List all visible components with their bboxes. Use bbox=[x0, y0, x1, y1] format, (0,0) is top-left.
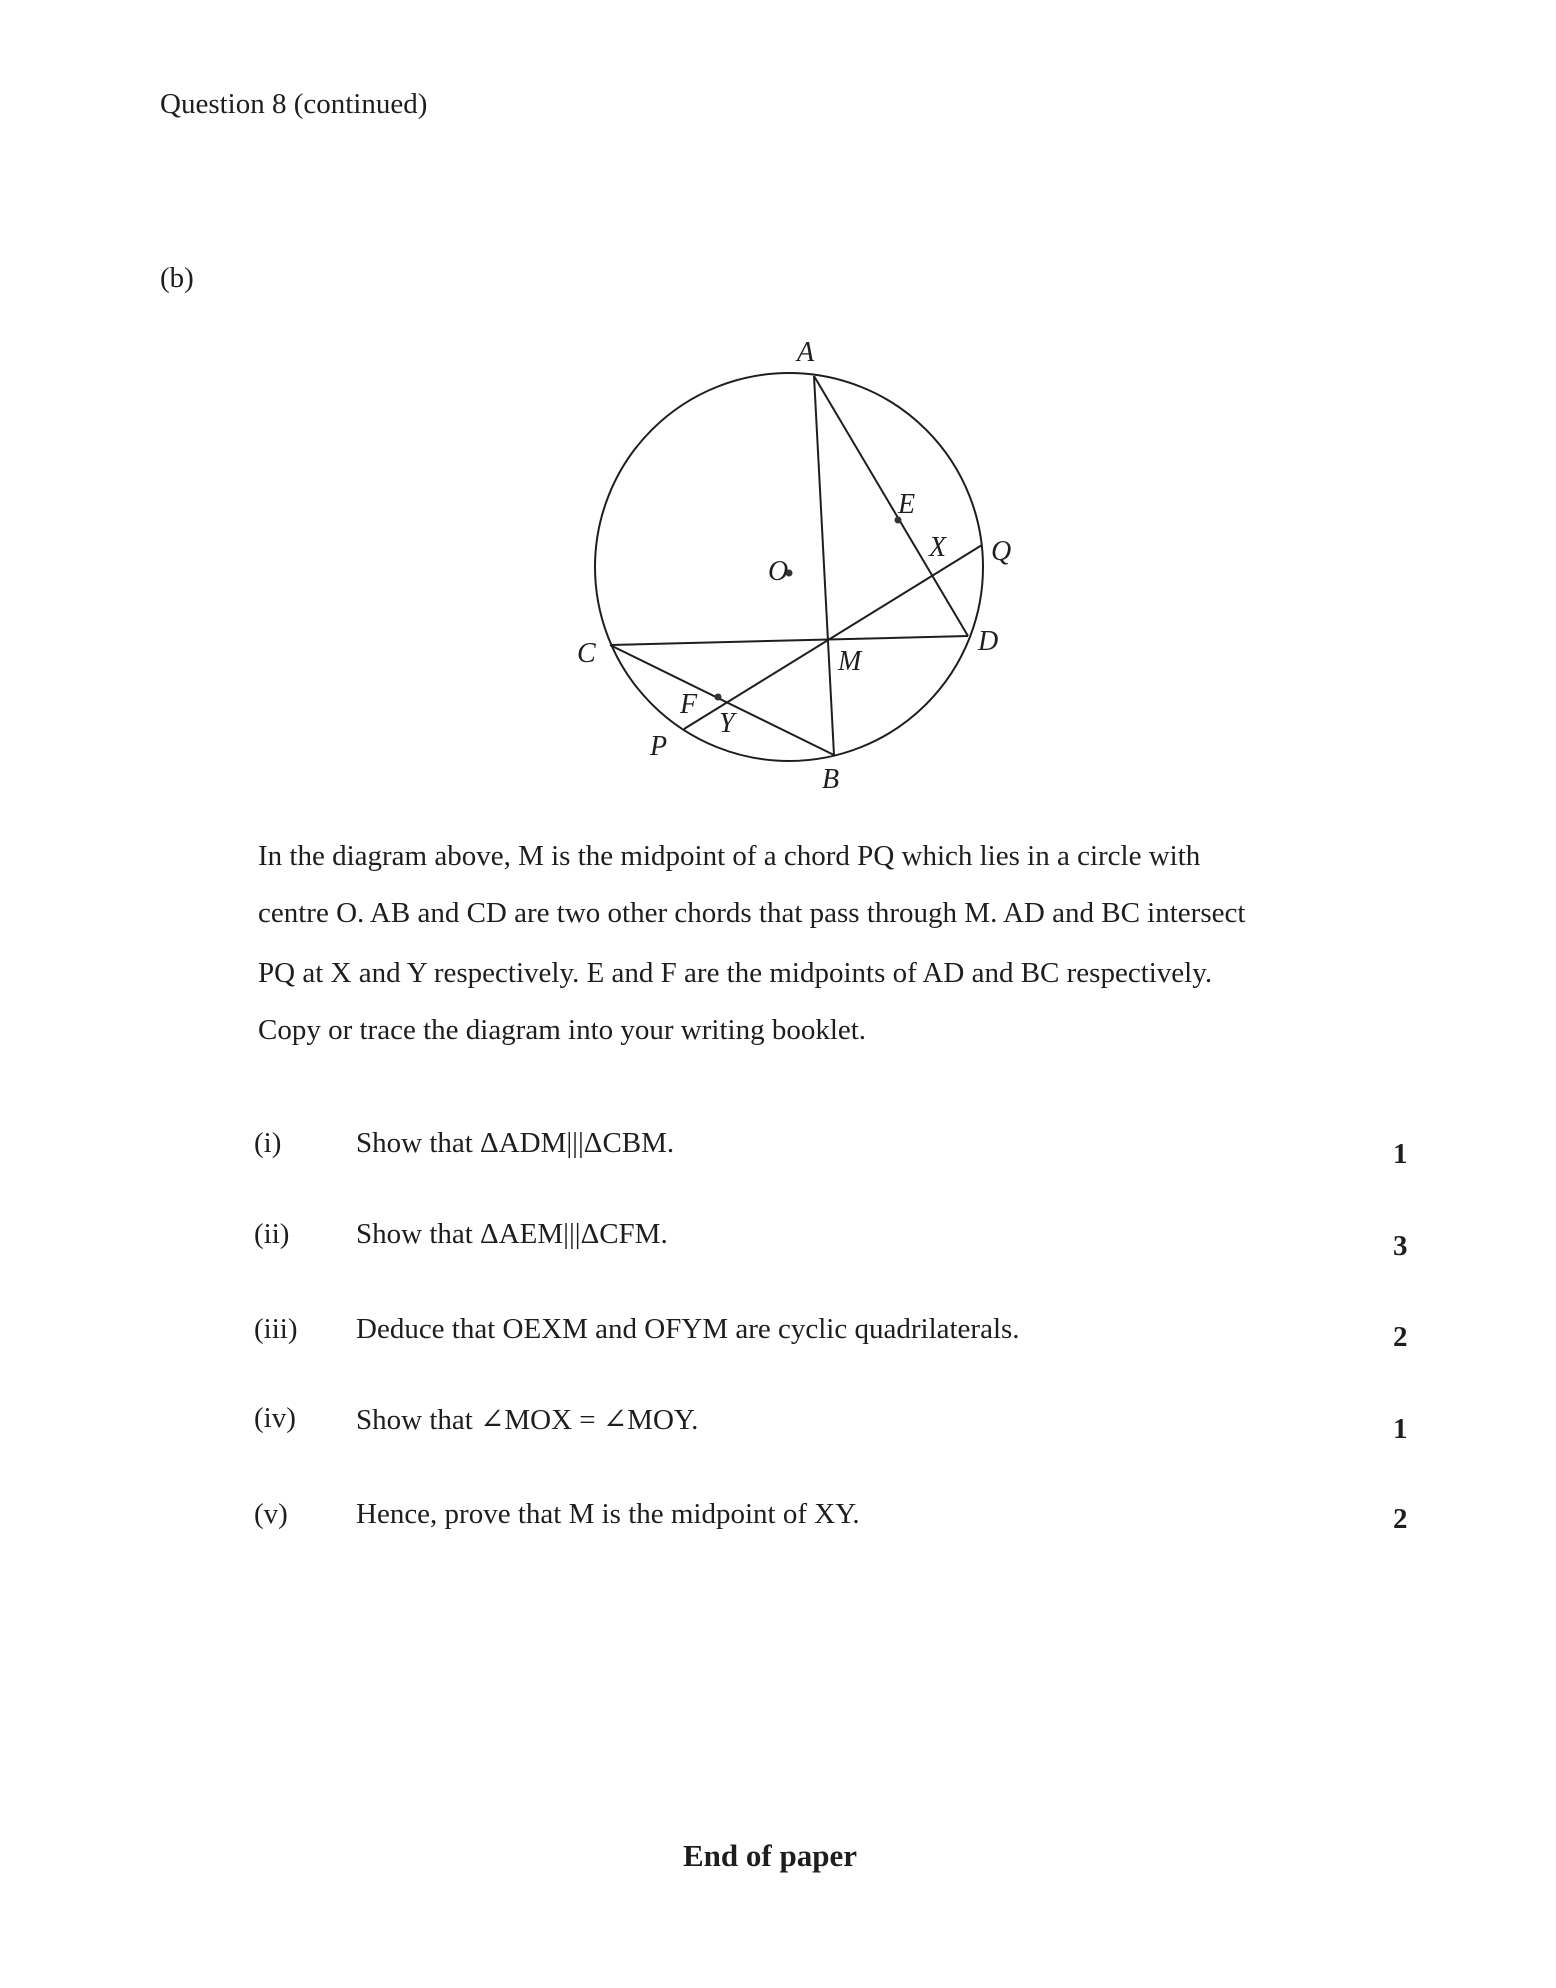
label-d: D bbox=[978, 626, 999, 657]
chord-ab bbox=[814, 376, 834, 755]
circle-diagram bbox=[0, 0, 1556, 820]
intro-line-3: PQ at X and Y respectively. E and F are the midpoints of AD and BC respectively. bbox=[258, 957, 1213, 989]
question-number: (v) bbox=[254, 1498, 288, 1530]
label-q: Q bbox=[991, 536, 1012, 567]
circle bbox=[595, 373, 983, 761]
point-f bbox=[715, 694, 722, 701]
label-o: O bbox=[768, 556, 789, 587]
question-marks: 2 bbox=[1393, 1503, 1408, 1535]
label-a: A bbox=[797, 337, 815, 368]
question-text: Hence, prove that M is the midpoint of XY. bbox=[356, 1498, 860, 1530]
question-marks: 2 bbox=[1393, 1321, 1408, 1353]
intro-line-2: centre O. AB and CD are two other chords that pass through M. AD and BC intersect bbox=[258, 897, 1246, 929]
question-header: Question 8 (continued) bbox=[160, 88, 428, 120]
question-text: Show that ∠MOX = ∠MOY. bbox=[356, 1404, 699, 1436]
question-marks: 1 bbox=[1393, 1413, 1408, 1445]
end-of-paper: End of paper bbox=[683, 1838, 857, 1873]
question-text: Deduce that OEXM and OFYM are cyclic quadrilaterals. bbox=[356, 1313, 1020, 1345]
part-label: (b) bbox=[160, 262, 194, 294]
question-number: (ii) bbox=[254, 1218, 290, 1250]
question-marks: 1 bbox=[1393, 1138, 1408, 1170]
label-y: Y bbox=[719, 708, 735, 739]
question-text: Show that ΔAEM|||ΔCFM. bbox=[356, 1218, 668, 1250]
label-p: P bbox=[650, 731, 668, 762]
label-e: E bbox=[898, 489, 916, 520]
intro-line-4: Copy or trace the diagram into your writing booklet. bbox=[258, 1014, 867, 1046]
question-number: (iii) bbox=[254, 1313, 298, 1345]
label-x: X bbox=[929, 532, 947, 563]
question-marks: 3 bbox=[1393, 1230, 1408, 1262]
label-m: M bbox=[838, 646, 862, 677]
question-text: Show that ΔADM|||ΔCBM. bbox=[356, 1127, 675, 1159]
label-c: C bbox=[577, 638, 596, 669]
label-f: F bbox=[680, 689, 698, 720]
question-number: (iv) bbox=[254, 1402, 296, 1434]
intro-line-1: In the diagram above, M is the midpoint of a chord PQ which lies in a circle with bbox=[258, 840, 1201, 872]
label-b: B bbox=[822, 764, 840, 795]
chord-cd bbox=[610, 636, 968, 645]
question-number: (i) bbox=[254, 1127, 282, 1159]
segment-ad bbox=[814, 376, 968, 636]
